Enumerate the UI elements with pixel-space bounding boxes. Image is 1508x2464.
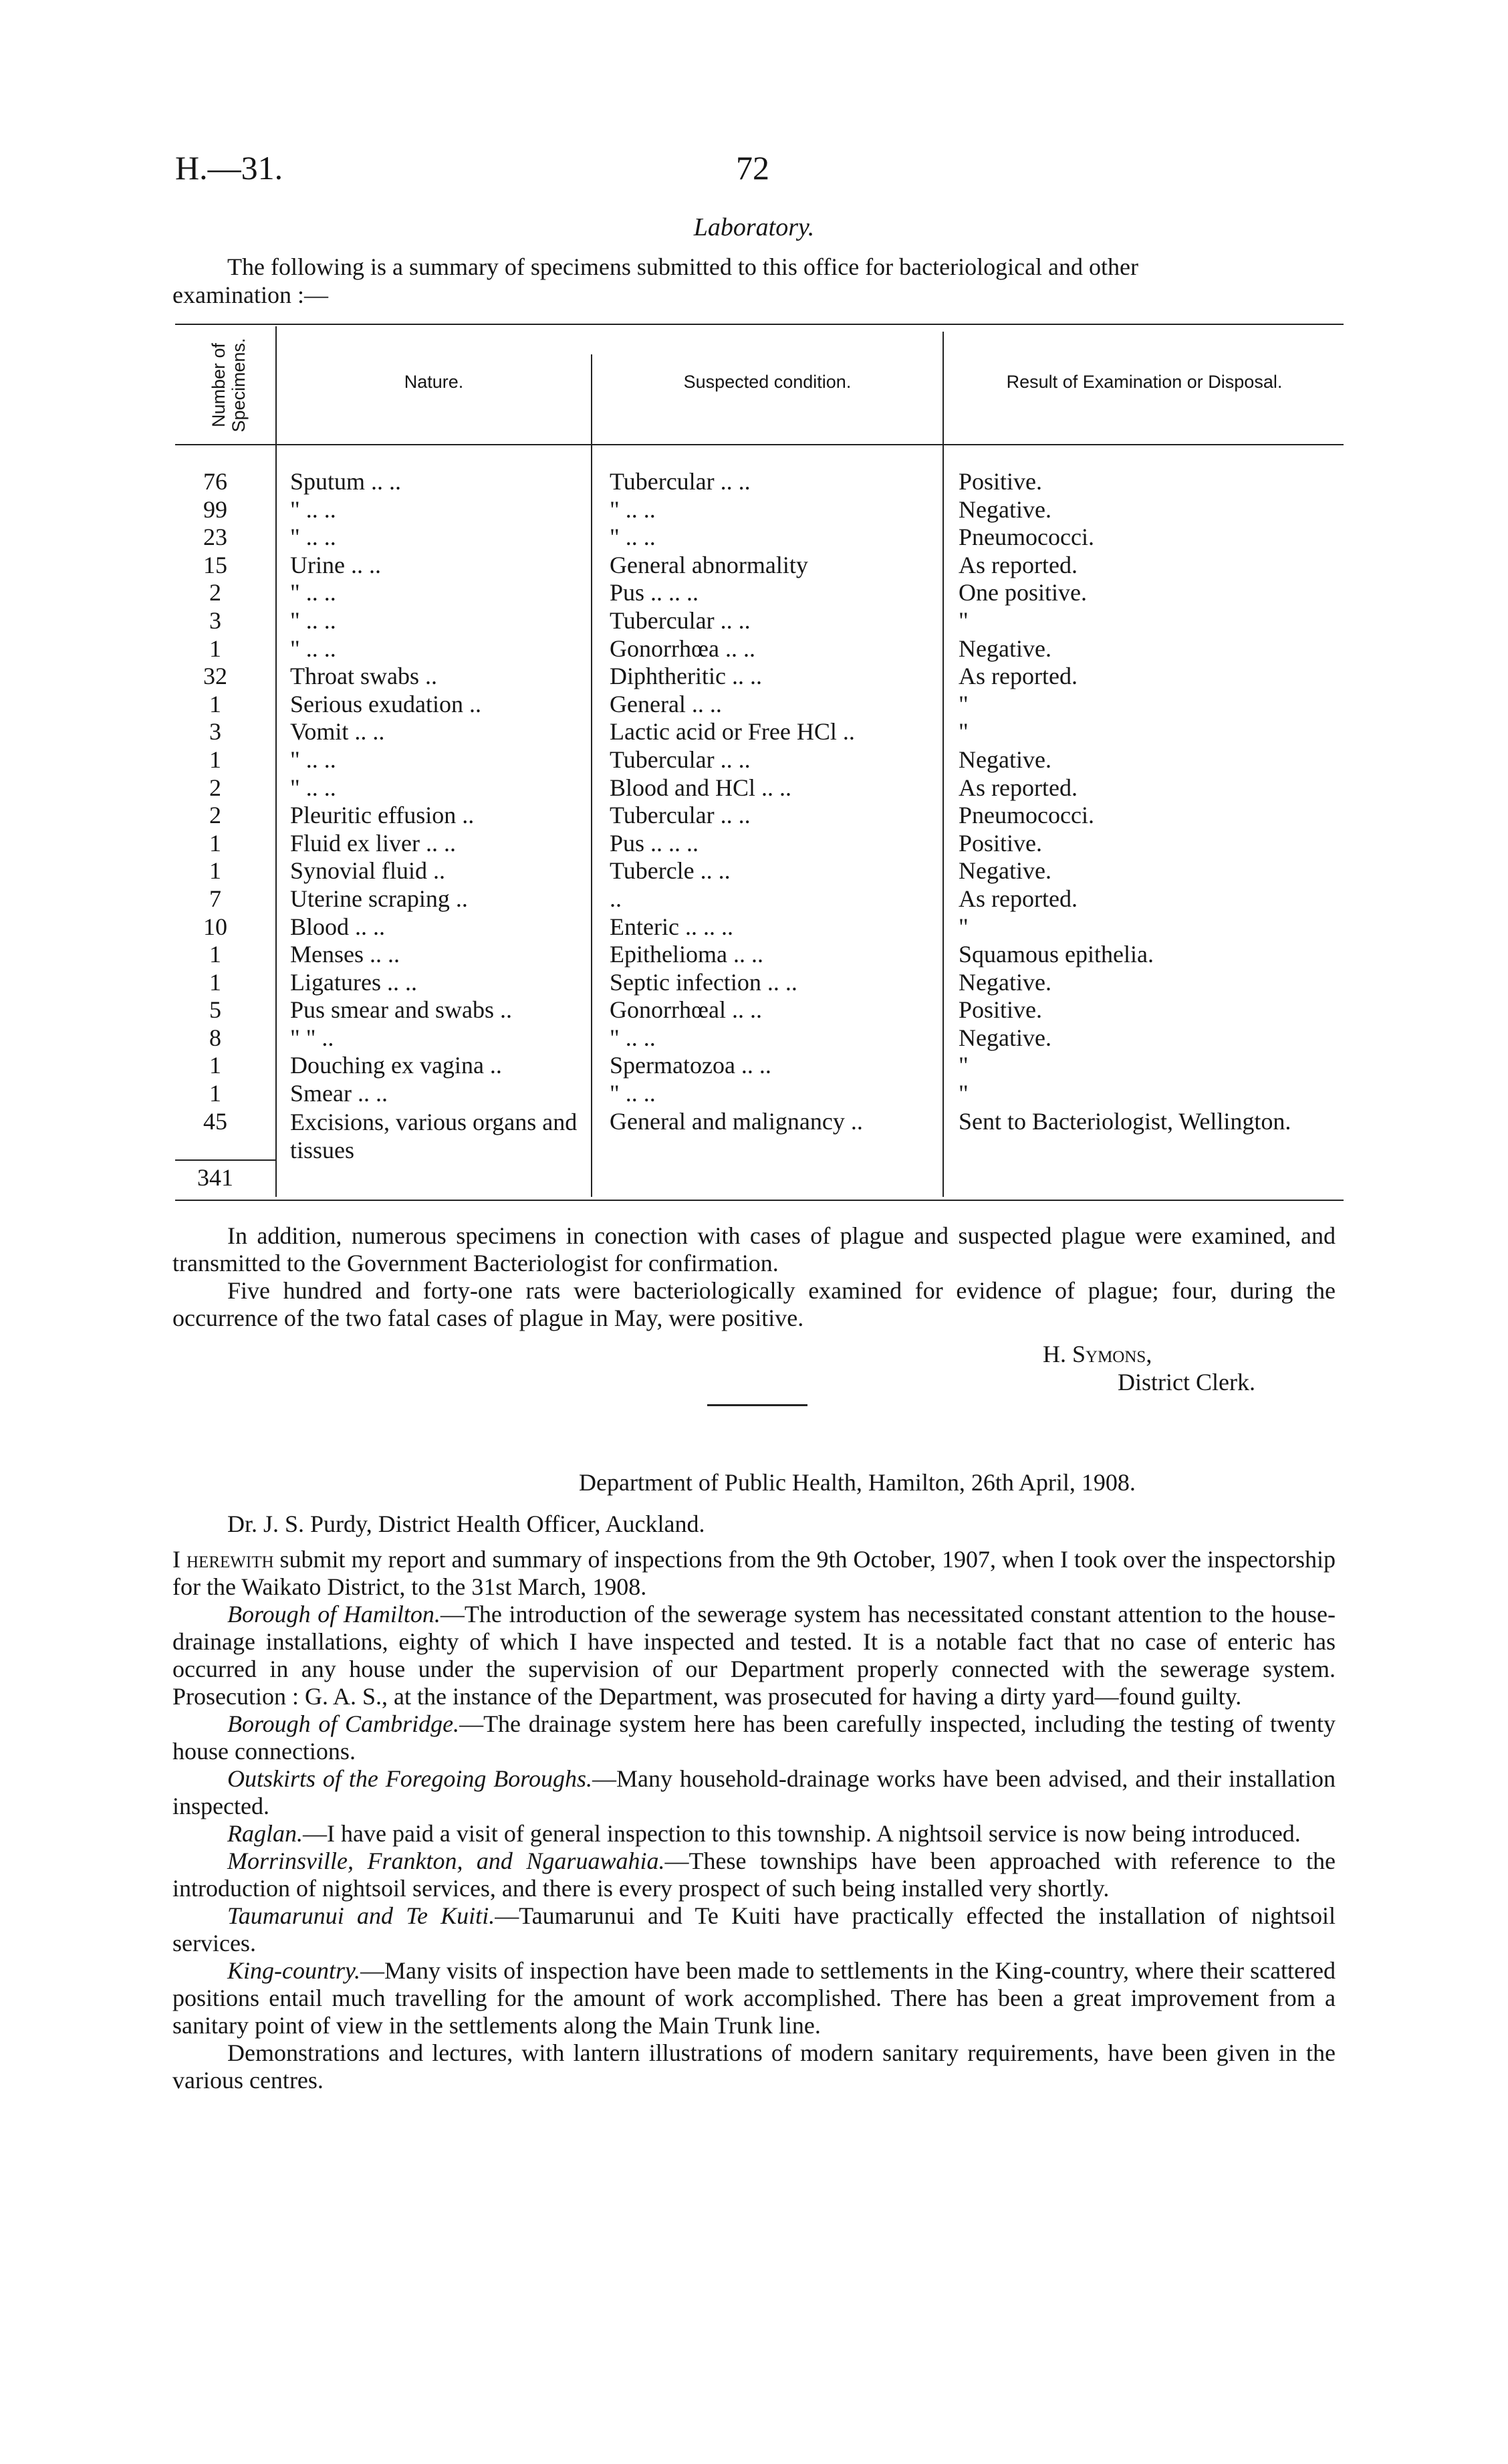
specimen-count: 1 [209, 968, 221, 996]
specimen-count: 2 [209, 579, 221, 606]
table-top-rule [175, 324, 1344, 325]
specimen-nature: Serious exudation .. [290, 690, 481, 717]
specimen-nature: Pus smear and swabs .. [290, 996, 512, 1024]
section-text: —I have paid a visit of general inspection to this township. A nightsoil service is now being introduced. [303, 1820, 1301, 1847]
report-section [172, 1710, 1336, 1765]
report-sections [172, 1601, 1336, 2039]
report-section [172, 1820, 1336, 1847]
specimen-count: 1 [209, 690, 221, 717]
total-rule [175, 1159, 275, 1161]
specimen-count: 45 [203, 1107, 227, 1135]
examination-result: " [959, 913, 969, 940]
examination-result: One positive. [959, 579, 1087, 606]
specimen-nature: Synovial fluid .. [290, 857, 445, 885]
suspected-condition: General abnormality [610, 551, 808, 578]
section-heading: Outskirts of the Foregoing Boroughs. [227, 1765, 592, 1792]
suspected-column-header: Suspected condition. [683, 372, 852, 392]
result-column-header: Result of Examination or Disposal. [1006, 372, 1283, 392]
specimen-count: 1 [209, 829, 221, 857]
examination-result: As reported. [959, 551, 1078, 578]
specimen-nature: Smear .. .. [290, 1080, 388, 1107]
examination-result: Pneumococci. [959, 802, 1094, 829]
specimen-nature: Blood .. .. [290, 913, 386, 940]
examination-result: Positive. [959, 829, 1043, 857]
specimen-count: 10 [203, 913, 227, 940]
section-text: —These townships have been approached with reference to the introduction of nightsoil services, and there is every prospect of such being installed very shortly. [172, 1847, 1336, 1902]
specimen-nature: " .. .. [290, 635, 336, 662]
specimen-count: 1 [209, 941, 221, 968]
specimen-count: 32 [203, 663, 227, 690]
section-divider [707, 1404, 807, 1406]
laboratory-title: Laboratory. [693, 213, 815, 241]
intro-line-2: examination :— [172, 282, 328, 308]
specimen-count: 2 [209, 802, 221, 829]
suspected-condition: General .. .. [610, 690, 722, 717]
section-heading: Taumarunui and Te Kuiti. [227, 1902, 495, 1929]
specimen-nature: Douching ex vagina .. [290, 1052, 502, 1079]
specimen-nature: Pleuritic effusion .. [290, 802, 475, 829]
report-section [172, 1765, 1336, 1820]
specimen-nature: " .. .. [290, 746, 336, 773]
specimen-count: 8 [209, 1024, 221, 1051]
table-header-rule [175, 444, 1344, 445]
specimen-nature: Fluid ex liver .. .. [290, 829, 456, 857]
section-heading: King-country. [227, 1957, 360, 1984]
report-body [172, 1546, 1336, 2094]
suspected-condition: " .. .. [610, 1024, 656, 1051]
suspected-condition: " .. .. [610, 524, 656, 551]
section-heading: Borough of Hamilton. [227, 1601, 441, 1628]
suspected-condition: " .. .. [610, 495, 656, 523]
section-text: —Many household-drainage works have been advised, and their installation inspected. [172, 1765, 1336, 1819]
suspected-condition: Tubercle .. .. [610, 857, 731, 885]
specimen-count: 1 [209, 857, 221, 885]
examination-result: Negative. [959, 495, 1051, 523]
signature-name: H. Symons, [1043, 1341, 1152, 1367]
report-closing: Demonstrations and lectures, with lantern illustrations of modern sanitary requirements, have been given in the various centres. [172, 2039, 1336, 2094]
examination-result: Negative. [959, 968, 1051, 996]
examination-result: Pneumococci. [959, 524, 1094, 551]
examination-result: Sent to Bacteriologist, Wellington. [959, 1107, 1291, 1135]
section-text: —The introduction of the sewerage system has necessitated constant attention to the house-drainage installations, eighty of which I have inspected and tested. It is a notable fact that no case of enteric has occurred in any house under the supervision of our Department properly connected with the sewerage system. Prosecution : G. A. S., at the instance of the Department, was prosecuted for having a dirty yard—found guilty. [172, 1601, 1336, 1710]
suspected-condition: Septic infection .. .. [610, 968, 797, 996]
number-column-header: Number of Specimens. [209, 338, 249, 433]
plague-paragraphs [172, 1222, 1336, 1332]
section-text: —Many visits of inspection have been made to settlements in the King-country, where their scattered positions entail much travelling for the amount of work accomplished. There has been a great improvement from a sanitary point of view in the settlements along the Main Trunk line. [172, 1957, 1336, 2039]
report-section [172, 1847, 1336, 1902]
specimen-count: 1 [209, 746, 221, 773]
specimen-count: 5 [209, 996, 221, 1024]
suspected-condition: Diphtheritic .. .. [610, 663, 762, 690]
suspected-condition: Tubercular .. .. [610, 746, 751, 773]
specimen-nature: Menses .. .. [290, 941, 400, 968]
suspected-condition: Pus .. .. .. [610, 829, 699, 857]
specimen-count: 3 [209, 718, 221, 746]
suspected-condition: General and malignancy .. [610, 1107, 863, 1135]
examination-result: As reported. [959, 774, 1078, 801]
specimen-count: 7 [209, 885, 221, 912]
specimen-count: 76 [203, 468, 227, 495]
opening-word: I herewith [172, 1546, 274, 1573]
specimen-nature: Excisions, various organs and tissues [290, 1108, 578, 1163]
report-addressee: Dr. J. S. Purdy, District Health Officer, Auckland. [227, 1510, 705, 1537]
specimen-count: 2 [209, 774, 221, 801]
suspected-condition: Gonorrhœal .. .. [610, 996, 762, 1024]
suspected-condition: Epithelioma .. .. [610, 941, 763, 968]
signature-title: District Clerk. [1118, 1369, 1255, 1395]
report-opening [172, 1546, 1336, 1601]
specimen-nature: Throat swabs .. [290, 663, 437, 690]
specimen-nature: " .. .. [290, 495, 336, 523]
report-reference: H.—31. [175, 149, 283, 187]
suspected-condition: Tubercular .. .. [610, 802, 751, 829]
specimen-count: 99 [203, 495, 227, 523]
report-dateline: Department of Public Health, Hamilton, 26th April, 1908. [579, 1469, 1136, 1496]
suspected-condition: Gonorrhœa .. .. [610, 635, 755, 662]
examination-result: " [959, 690, 969, 717]
report-section [172, 1601, 1336, 1710]
specimen-nature: " .. .. [290, 524, 336, 551]
section-heading: Morrinsville, Frankton, and Ngaruawahia. [227, 1847, 665, 1874]
examination-result: Positive. [959, 996, 1043, 1024]
intro-line-1: The following is a summary of specimens submitted to this office for bacteriological and other [227, 253, 1138, 280]
total-count: 341 [197, 1164, 233, 1191]
col-divider-1 [275, 326, 277, 1197]
suspected-condition: Lactic acid or Free HCl .. [610, 718, 855, 746]
suspected-condition: Blood and HCl .. .. [610, 774, 792, 801]
specimen-count: 15 [203, 551, 227, 578]
suspected-condition: Pus .. .. .. [610, 579, 699, 606]
examination-result: Negative. [959, 635, 1051, 662]
suspected-condition: Enteric .. .. .. [610, 913, 733, 940]
specimen-nature: " .. .. [290, 579, 336, 606]
specimen-count: 1 [209, 1080, 221, 1107]
suspected-condition: Tubercular .. .. [610, 606, 751, 634]
specimen-count: 1 [209, 1052, 221, 1079]
page-number: 72 [736, 149, 769, 187]
specimen-count: 23 [203, 524, 227, 551]
specimen-count: 1 [209, 635, 221, 662]
laboratory-intro [172, 253, 1336, 309]
section-heading: Borough of Cambridge. [227, 1710, 460, 1737]
report-section [172, 1957, 1336, 2039]
rats-paragraph: Five hundred and forty-one rats were bacteriologically examined for evidence of plague; four, during the occurrence of the two fatal cases of plague in May, were positive. [172, 1277, 1336, 1331]
examination-result: " [959, 1080, 969, 1107]
specimen-nature: " " .. [290, 1024, 334, 1051]
examination-result: Negative. [959, 857, 1051, 885]
specimen-count: 3 [209, 606, 221, 634]
report-section [172, 1902, 1336, 1957]
section-text: —Taumarunui and Te Kuiti have practically effected the installation of nightsoil services. [172, 1902, 1336, 1956]
suspected-condition: Spermatozoa .. .. [610, 1052, 771, 1079]
examination-result: Negative. [959, 1024, 1051, 1051]
examination-result: " [959, 606, 969, 634]
nature-column-header: Nature. [404, 372, 464, 392]
table-bottom-rule [175, 1200, 1344, 1201]
suspected-condition: " .. .. [610, 1080, 656, 1107]
specimen-nature: Ligatures .. .. [290, 968, 417, 996]
addition-paragraph: In addition, numerous specimens in conection with cases of plague and suspected plague were examined, and transmitted to the Government Bacteriologist for confirmation. [172, 1222, 1336, 1276]
examination-result: As reported. [959, 663, 1078, 690]
examination-result: " [959, 1052, 969, 1079]
examination-result: " [959, 718, 969, 746]
examination-result: Negative. [959, 746, 1051, 773]
specimen-nature: " .. .. [290, 774, 336, 801]
specimen-nature: Sputum .. .. [290, 468, 402, 495]
specimen-nature: Urine .. .. [290, 551, 381, 578]
specimen-nature: Uterine scraping .. [290, 885, 468, 912]
specimen-nature: Vomit .. .. [290, 718, 385, 746]
specimen-nature: " .. .. [290, 606, 336, 634]
examination-result: As reported. [959, 885, 1078, 912]
examination-result: Squamous epithelia. [959, 941, 1154, 968]
opening-text: submit my report and summary of inspections from the 9th October, 1907, when I took over the inspectorship for the Waikato District, to the 31st March, 1908. [172, 1546, 1336, 1600]
section-text: —The drainage system here has been carefully inspected, including the testing of twenty house connections. [172, 1710, 1336, 1765]
suspected-condition: Tubercular .. .. [610, 468, 751, 495]
suspected-condition: .. [610, 885, 622, 912]
section-heading: Raglan. [227, 1820, 303, 1847]
examination-result: Positive. [959, 468, 1043, 495]
